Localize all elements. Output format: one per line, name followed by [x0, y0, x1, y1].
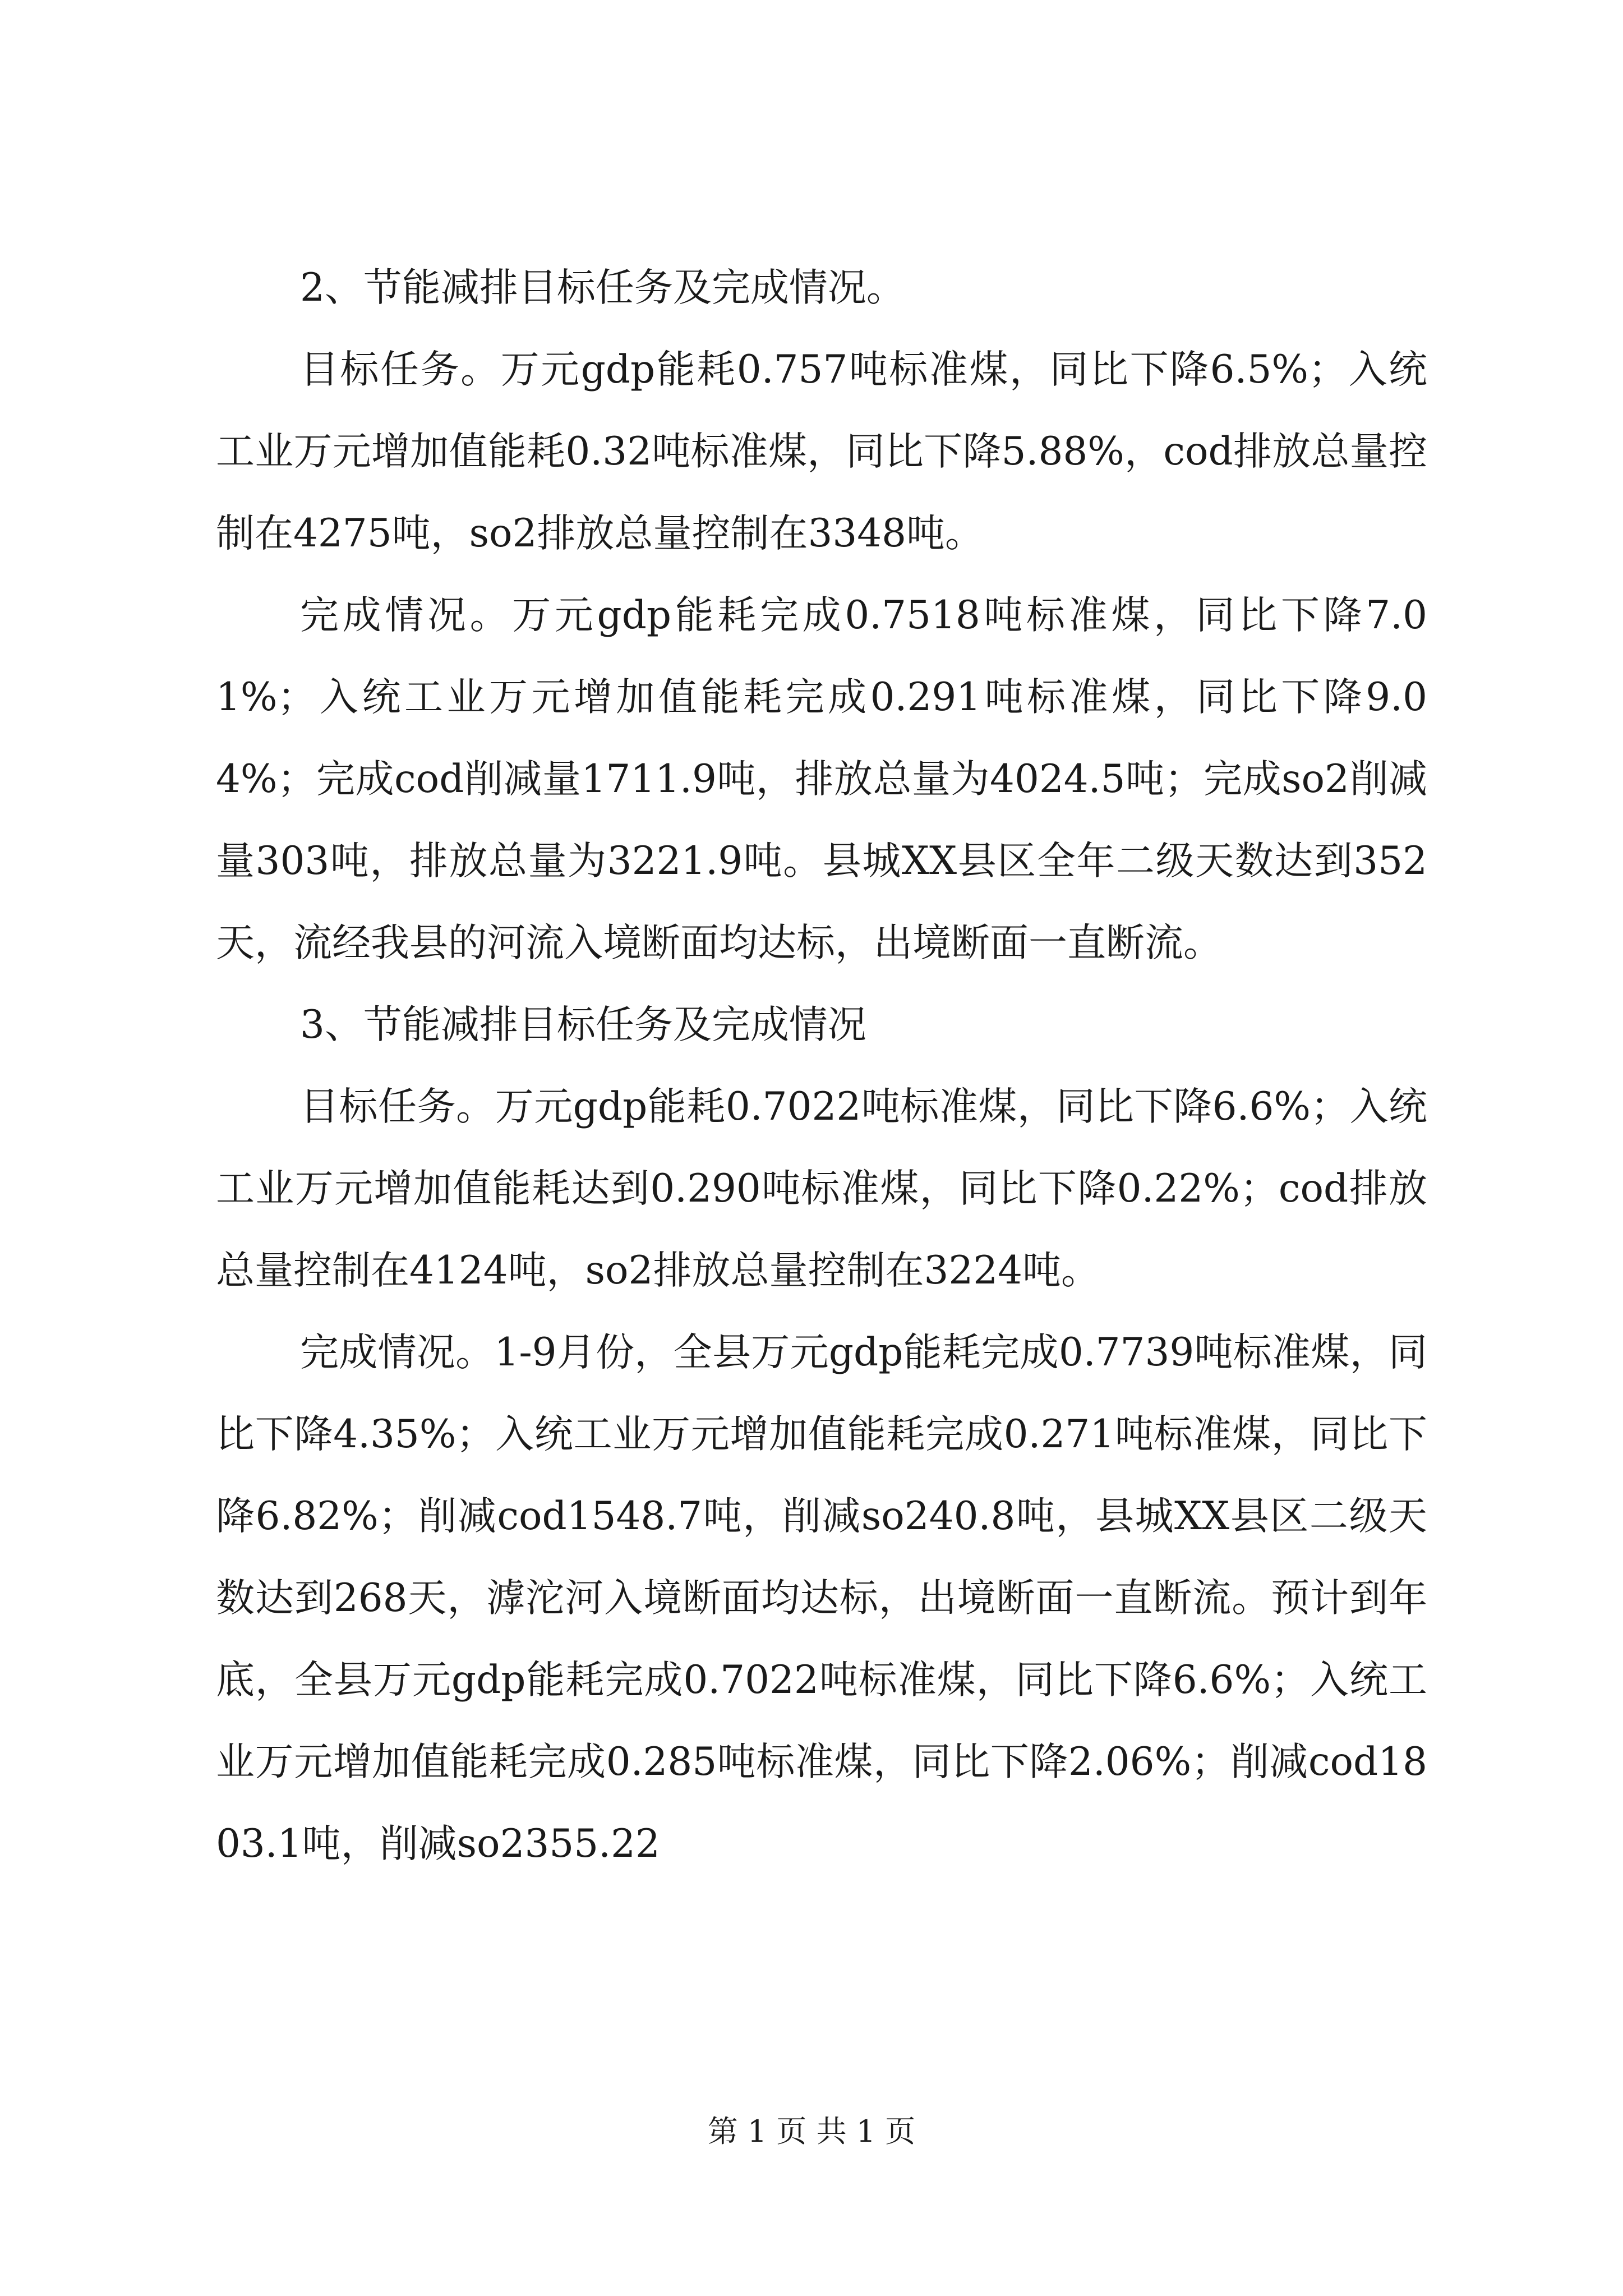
paragraph-section-3-targets: 目标任务。万元gdp能耗0.7022吨标准煤，同比下降6.6%；入统工业万元增加值能耗达到0.290吨标准煤，同比下降0.22%；cod排放总量控制在4124吨，so2排放总量控制在3224吨。: [216, 1084, 1427, 1293]
page-footer: 第 1 页 共 1 页: [707, 2114, 916, 2149]
document-body: [216, 247, 1427, 1885]
paragraph-section-3-heading: 3、节能减排目标任务及完成情况: [300, 1002, 866, 1047]
paragraph-section-3-results: 完成情况。1-9月份，全县万元gdp能耗完成0.7739吨标准煤，同比下降4.35%；入统工业万元增加值能耗完成0.271吨标准煤，同比下降6.82%；削减cod1548.7吨，削减so240.8吨，县城XX县区二级天数达到268天，滹沱河入境断面均达标，出境断面一直断流。预计到年底，全县万元gdp能耗完成0.7022吨标准煤，同比下降6.6%；入统工业万元增加值能耗完成0.285吨标准煤，同比下降2.06%；削减cod1803.1吨，削减so2355.22: [216, 1330, 1427, 1866]
paragraph-section-2-results: 完成情况。万元gdp能耗完成0.7518吨标准煤，同比下降7.01%；入统工业万元增加值能耗完成0.291吨标准煤，同比下降9.04%；完成cod削减量1711.9吨，排放总量为4024.5吨；完成so2削减量303吨，排放总量为3221.9吨。县城XX县区全年二级天数达到352天，流经我县的河流入境断面均达标，出境断面一直断流。: [216, 593, 1427, 965]
paragraph-section-2-targets: 目标任务。万元gdp能耗0.757吨标准煤，同比下降6.5%；入统工业万元增加值能耗0.32吨标准煤，同比下降5.88%，cod排放总量控制在4275吨，so2排放总量控制在3348吨。: [216, 347, 1427, 556]
paragraph-section-2-heading: 2、节能减排目标任务及完成情况。: [300, 265, 905, 310]
